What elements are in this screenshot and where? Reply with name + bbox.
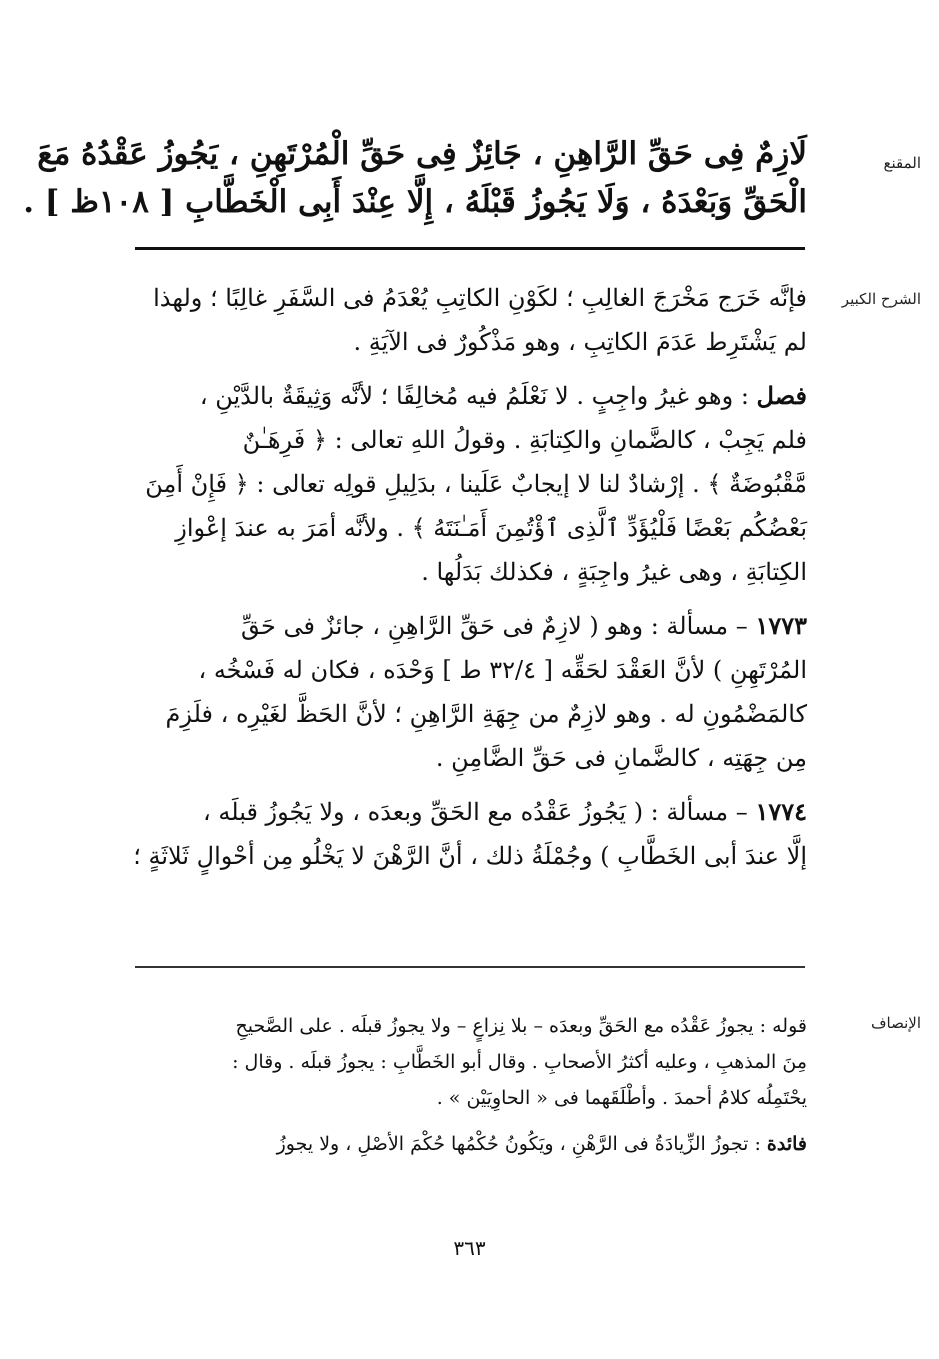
insaf-text: [135, 1008, 807, 1162]
sharh-p2-line-1: فصل : وهو غيرُ واجِبٍ . لا نَعْلَمُ فيه مُخالِفًا ؛ لأنَّه وَثِيقَةٌ بالدَّيْنِ ،: [199, 381, 807, 410]
matn-text: [23, 130, 807, 226]
sharh-divider-rule: [135, 966, 805, 968]
sharh-p3-line-2: المُرْتَهِنِ ) لأنَّ العَقْدَ لحَقِّه [ ٣٢/٤ ط ] وَحْدَه ، فكان له فَسْخُه ،: [198, 656, 807, 684]
page-number: ٣٦٣: [453, 1236, 486, 1260]
sharh-p2-line-2: فلم يَجِبْ ، كالضَّمانِ والكِتابَةِ . وقولُ اللهِ تعالى : ﴿ فَرِهَـٰنٌ: [242, 426, 807, 454]
sharh-p2-line-4: بَعْضُكُم بَعْضًا فَلْيُؤَدِّ ٱلَّذِى ٱؤْتُمِنَ أَمَـٰنَتَهُ ﴾ . ولأنَّه أمَرَ به عندَ إعْوازِ: [175, 514, 807, 542]
matn-side-label: المقنع: [883, 154, 921, 172]
sharh-p4-line-2: إلَّا عندَ أبى الخَطَّابِ ) وجُمْلَةُ ذلك ، أنَّ الرَّهْنَ لا يَخْلُو مِن أحْوالٍ ثَلاثَةٍ ؛: [133, 842, 807, 870]
insaf-p2-line-1: [135, 1126, 807, 1162]
sharh-p3-line-4: مِن جِهَتِه ، كالضَّمانِ فى حَقِّ الضَّامِنِ .: [435, 744, 807, 772]
masala-number-1773: ١٧٧٣: [755, 611, 807, 640]
sharh-p4-line-1: [135, 790, 807, 834]
insaf-p1-line-2: مِنَ المذهبِ ، وعليه أكثرُ الأصحابِ . وقال أبو الخَطَّابِ : يجوزُ قبلَه . وقال :: [232, 1051, 807, 1073]
sharh-side-label: الشرح الكبير: [841, 290, 921, 308]
fasl-heading: فصل: [756, 381, 807, 410]
sharh-p2-line-3: مَّقْبُوضَةٌ ﴾ . إرْشادٌ لنا لا إيجابٌ عَلَينا ، بدَلِيلِ قولِه تعالى : ﴿ فَإِنْ أَمِنَ: [145, 470, 807, 498]
sharh-p1-line-1: فإنَّه خَرَج مَخْرَجَ الغالِبِ ؛ لكَوْنِ الكاتِبِ يُعْدَمُ فى السَّفَرِ غالِبًا ؛ ولهذا: [153, 284, 807, 312]
insaf-p2-line-1-text: : تجوزُ الزِّيادَةُ فى الرَّهْنِ ، ويَكُونُ حُكْمُها حُكْمَ الأصْلِ ، ولا يجوزُ: [276, 1133, 761, 1155]
sharh-p3-line-3: كالمَضْمُونِ له . وهو لازِمٌ من جِهَةِ الرَّاهِنِ ؛ لأنَّ الحَظَّ لغَيْرِه ، فلَزِمَ: [165, 700, 807, 728]
sharh-text: [135, 276, 807, 878]
sharh-p4-line-1-text: – مسألة : ( يَجُوزُ عَقْدُه مع الحَقِّ وبعدَه ، ولا يَجُوزُ قبلَه ،: [203, 798, 748, 826]
masala-number-1774: ١٧٧٤: [755, 797, 807, 826]
matn-line-1: لَازِمٌ فِى حَقِّ الرَّاهِنِ ، جَائِزٌ فِى حَقِّ الْمُرْتَهِنِ ، يَجُوزُ عَقْدُهُ مَعَ: [37, 136, 807, 172]
matn-divider-rule: [135, 247, 805, 250]
sharh-p2-line-1-text: وهو غيرُ واجِبٍ . لا نَعْلَمُ فيه مُخالِفًا ؛ لأنَّه وَثِيقَةٌ بالدَّيْنِ ،: [199, 382, 734, 410]
sharh-p2-line-5: الكِتابَةِ ، وهى غيرُ واجِبَةٍ ، فكذلك بَدَلُها .: [421, 558, 807, 586]
insaf-p1-line-3: يحْتَمِلُه كلامُ أحمدَ . وأطْلَقَهما فى « الحاوِيَيْن » .: [436, 1087, 807, 1109]
insaf-p1-line-1: قوله : يجوزُ عَقْدُه مع الحَقِّ وبعدَه – بلا نِزاعٍ – ولا يجوزُ قبلَه . على الصَّحيحِ: [235, 1015, 807, 1037]
sharh-p1-line-2: لم يَشْتَرِط عَدَمَ الكاتِبِ ، وهو مَذْكُورٌ فى الآيَةِ .: [353, 328, 807, 356]
sharh-p3-line-1-text: – مسألة : وهو ( لازِمٌ فى حَقِّ الرَّاهِنِ ، جائزٌ فى حَقِّ: [240, 612, 748, 640]
sharh-p3-line-1: [135, 604, 807, 648]
matn-line-2: الْحَقِّ وَبَعْدَهُ ، وَلَا يَجُوزُ قَبْلَهُ ، إِلَّا عِنْدَ أَبِى الْخَطَّابِ [ ١٠٨ظ ] .: [23, 184, 807, 220]
insaf-side-label: الإنصاف: [870, 1014, 921, 1032]
faida-heading: فائدة: [766, 1133, 807, 1155]
